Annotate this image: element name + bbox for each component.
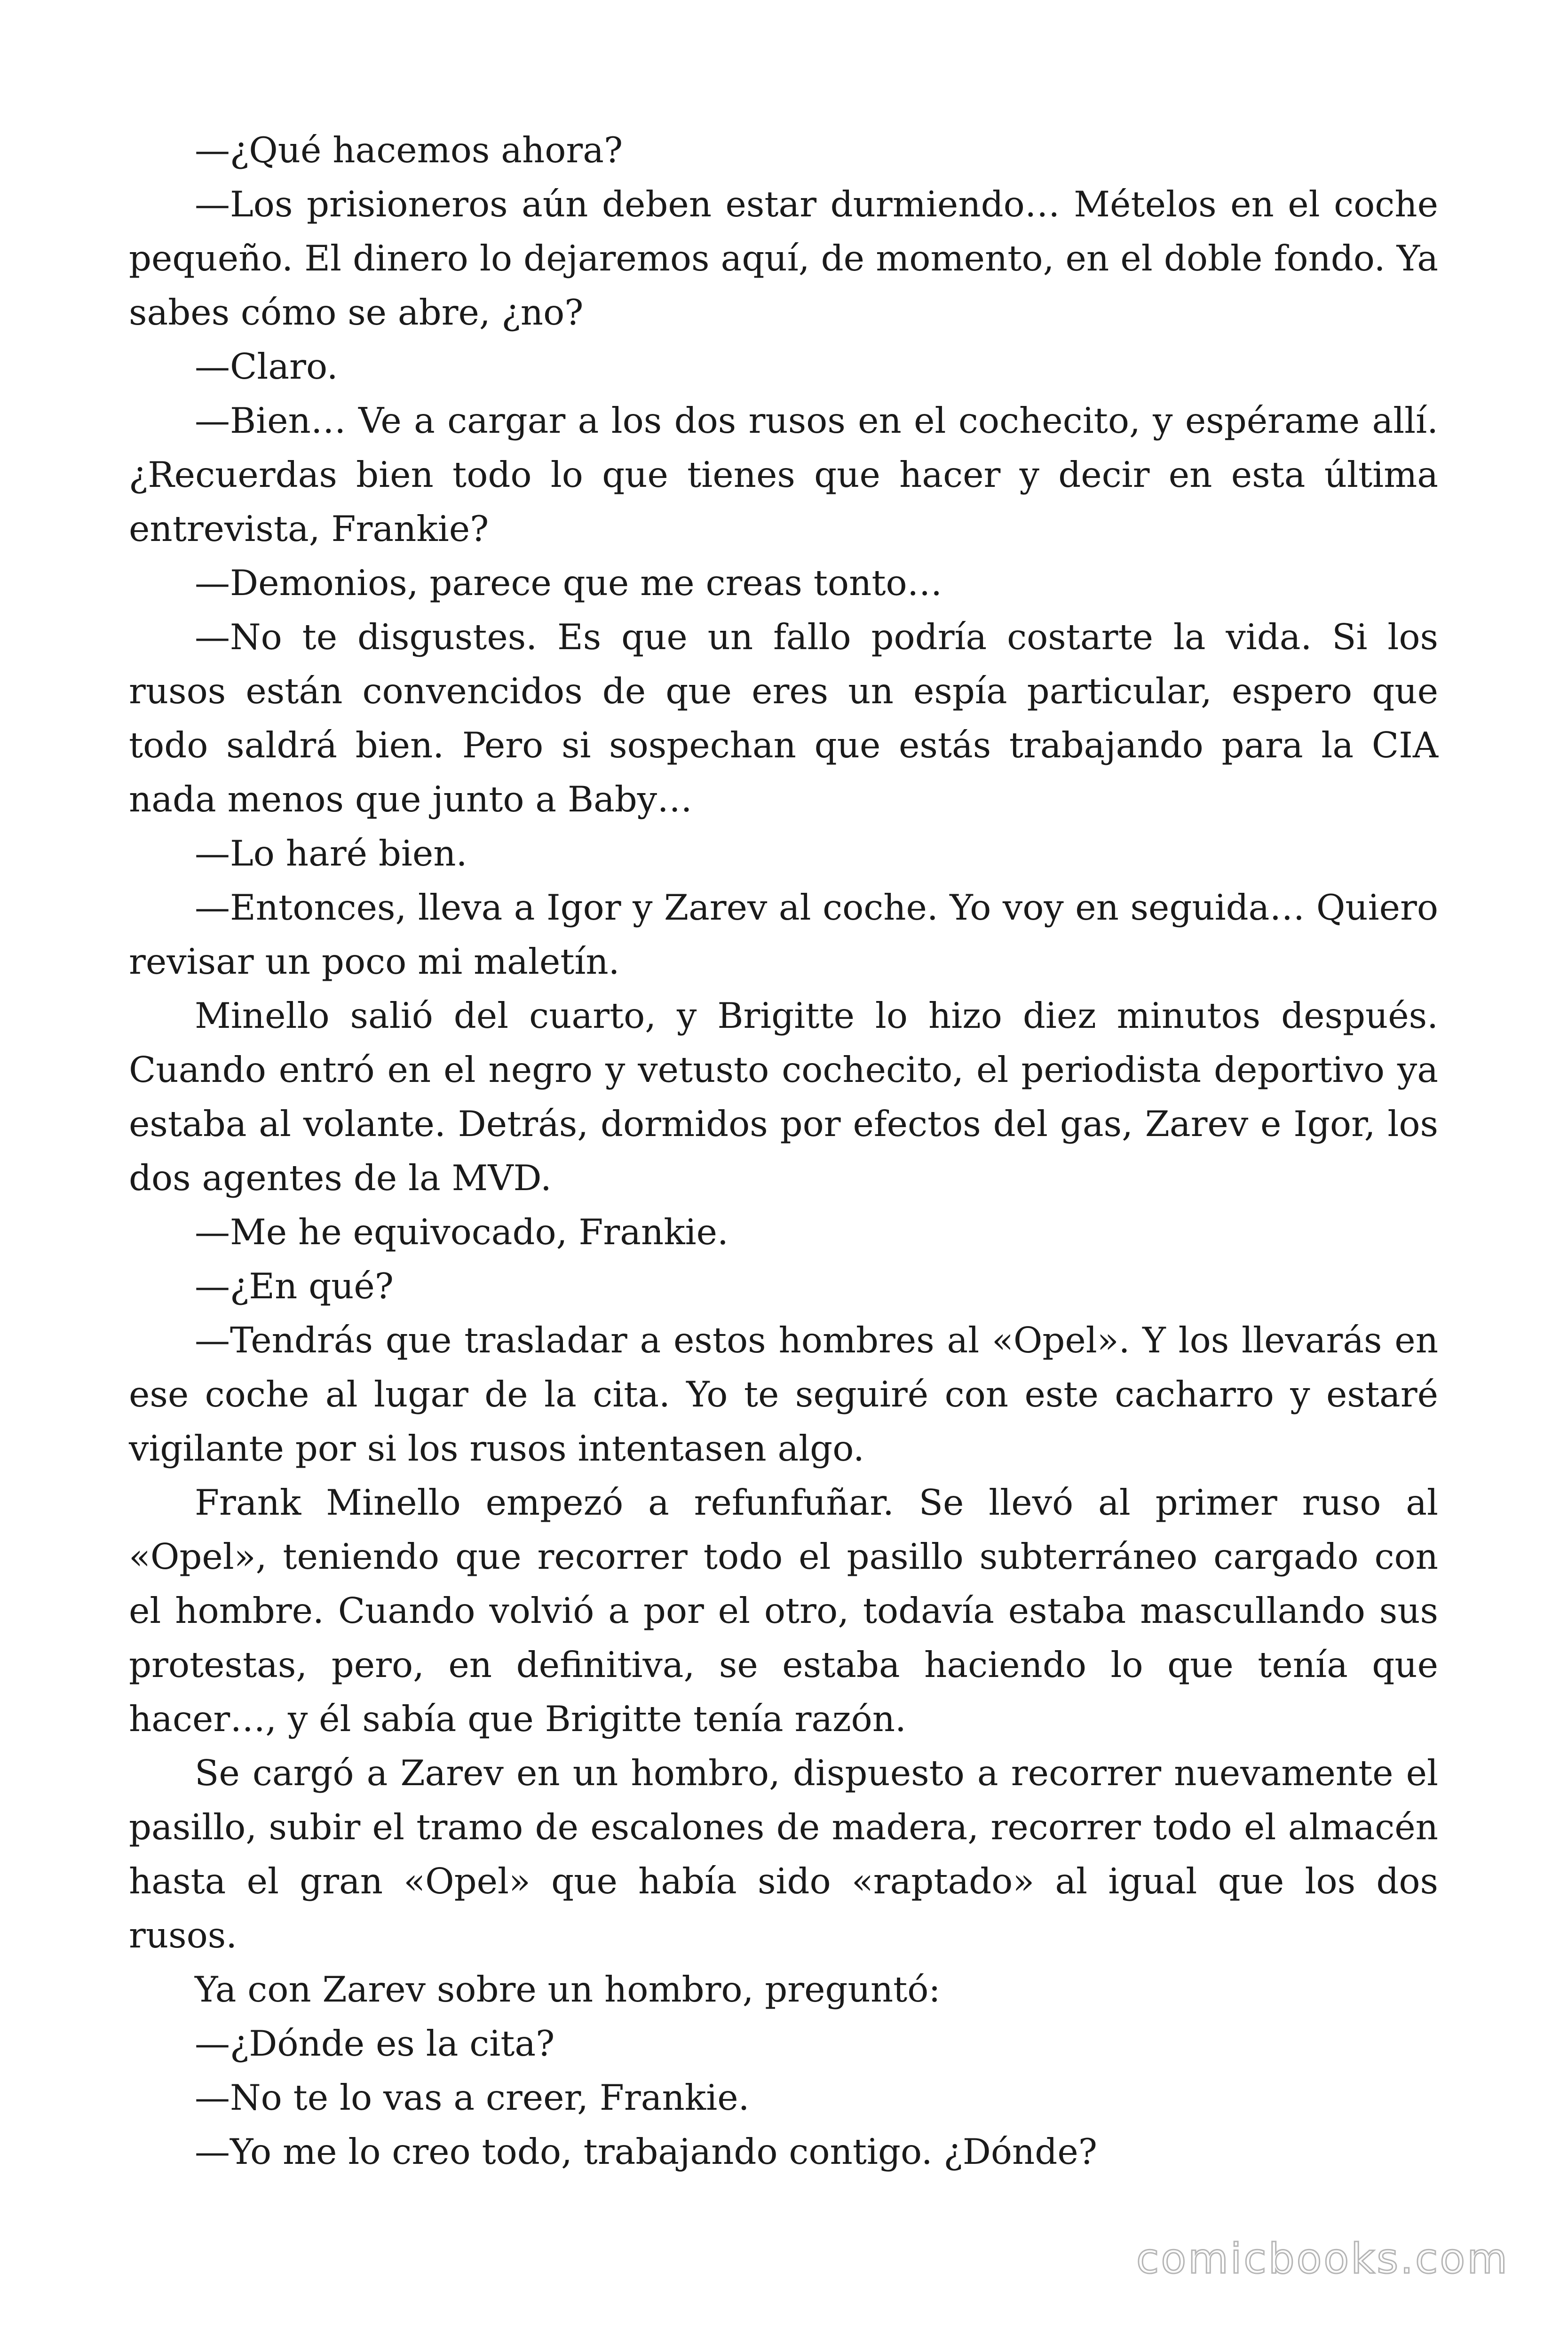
paragraph: —Tendrás que trasladar a estos hombres al «Opel». Y los llevarás en ese coche al lugar de la cita. Yo te seguiré con este cacharro y estaré vigilante por si los rusos intentasen algo. — [129, 1319, 1438, 1469]
paragraph: —No te disgustes. Es que un fallo podría costarte la vida. Si los rusos están convencidos de que eres un espía particular, espero que todo saldrá bien. Pero si sospechan que estás trabajando para la CIA nada menos que junto a Baby… — [129, 616, 1438, 820]
paragraph: —¿Qué hacemos ahora? — [195, 129, 623, 171]
paragraph: —No te lo vas a creer, Frankie. — [195, 2077, 750, 2118]
page-body — [129, 123, 1438, 2179]
paragraph: —Bien… Ve a cargar a los dos rusos en el cochecito, y espérame allí. ¿Recuerdas bien todo lo que tienes que hacer y decir en esta última entrevista, Frankie? — [129, 400, 1438, 549]
paragraph: Minello salió del cuarto, y Brigitte lo hizo diez minutos después. Cuando entró en el negro y vetusto cochecito, el periodista deportivo ya estaba al volante. Detrás, dormidos por efectos del gas, Zarev e Igor, los dos agentes de la MVD. — [129, 995, 1438, 1199]
paragraph: —Claro. — [195, 346, 338, 387]
paragraph: —Me he equivocado, Frankie. — [195, 1211, 729, 1253]
paragraph: —Yo me lo creo todo, trabajando contigo. ¿Dónde? — [195, 2131, 1097, 2172]
paragraph: Se cargó a Zarev en un hombro, dispuesto a recorrer nuevamente el pasillo, subir el tramo de escalones de madera, recorrer todo el almacén hasta el gran «Opel» que había sido «raptado» al igual que los dos rusos. — [129, 1752, 1438, 1956]
paragraph: Frank Minello empezó a refunfuñar. Se llevó al primer ruso al «Opel», teniendo que recorrer todo el pasillo subterráneo cargado con el hombre. Cuando volvió a por el otro, todavía estaba mascullando sus protestas, pero, en definitiva, se estaba haciendo lo que tenía que hacer…, y él sabía que Brigitte tenía razón. — [129, 1482, 1438, 1740]
paragraph: —Demonios, parece que me creas tonto… — [195, 562, 942, 604]
paragraph: Ya con Zarev sobre un hombro, preguntó: — [195, 1969, 941, 2010]
watermark: comicbooks.com — [1136, 2234, 1509, 2283]
paragraph: —Entonces, lleva a Igor y Zarev al coche. Yo voy en seguida… Quiero revisar un poco mi maletín. — [129, 887, 1438, 982]
paragraph: —¿En qué? — [195, 1265, 394, 1307]
paragraph: —Los prisioneros aún deben estar durmiendo… Mételos en el coche pequeño. El dinero lo dejaremos aquí, de momento, en el doble fondo. Ya sabes cómo se abre, ¿no? — [129, 183, 1438, 333]
paragraph: —Lo haré bien. — [195, 833, 467, 874]
paragraph: —¿Dónde es la cita? — [195, 2023, 555, 2064]
